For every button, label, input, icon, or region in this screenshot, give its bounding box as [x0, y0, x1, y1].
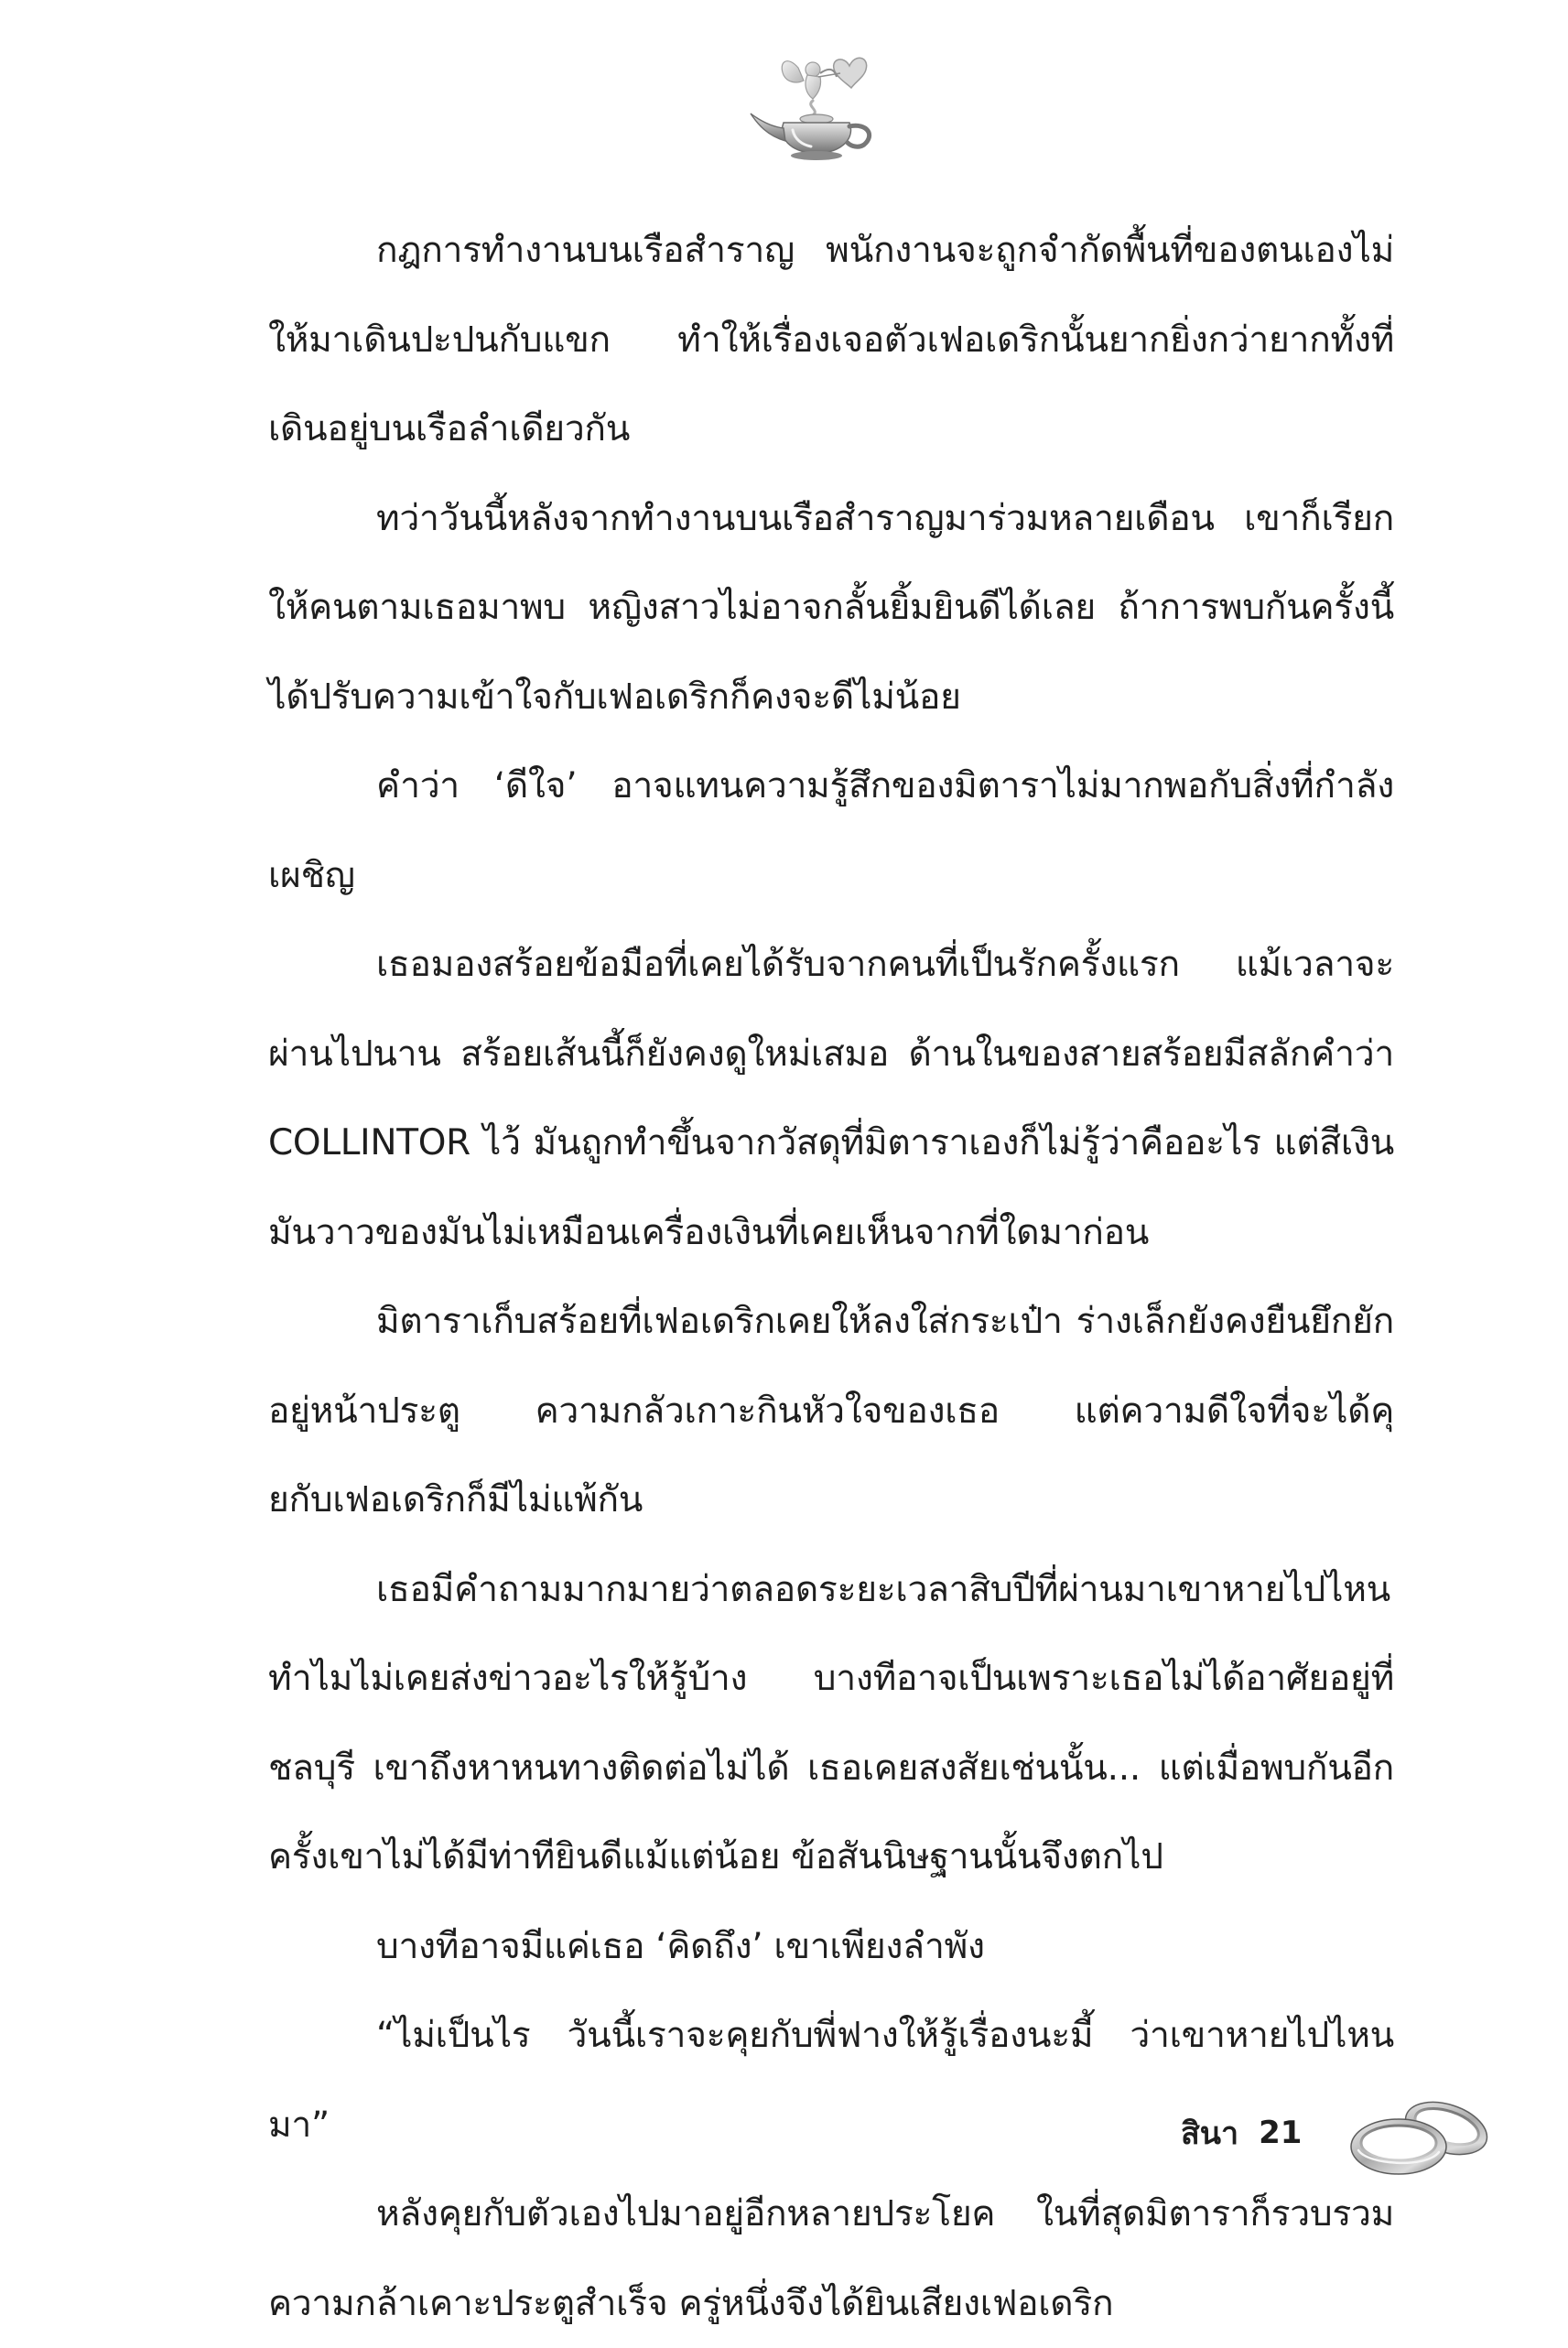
paragraph: เธอมองสร้อยข้อมือที่เคยได้รับจากคนที่เป็นรักครั้งแรก แม้เวลาจะผ่านไปนาน สร้อยเส้นนี้ก็ยังคงดูใหม่เสมอ ด้านในของสายสร้อยมีสลักคำว่า COLLINTOR ไว้ มันถูกทำขึ้นจากวัสดุที่มิตาราเองก็ไม่รู้ว่าคืออะไร แต่สีเงินมันวาวของมันไม่เหมือนเครื่องเงินที่เคยเห็นจากที่ใดมาก่อน: [268, 944, 1394, 1253]
wedding-rings-icon: [1344, 2092, 1499, 2179]
paragraph: มิตาราเก็บสร้อยที่เฟอเดริกเคยให้ลงใส่กระเป๋า ร่างเล็กยังคงยืนยึกยักอยู่หน้าประตู ความกลัวเกาะกินหัวใจของเธอ แต่ความดีใจที่จะได้คุยกับเฟอเดริกก็มีไม่แพ้กัน: [268, 1301, 1394, 1520]
paragraph: หลังคุยกับตัวเองไปมาอยู่อีกหลายประโยค ในที่สุดมิตาราก็รวบรวมความกล้าเคาะประตูสำเร็จ ครู่หนึ่งจึงได้ยินเสียงเฟอเดริก: [268, 2193, 1394, 2324]
teapot-with-cupid-ornament-icon: [741, 46, 906, 165]
paragraph: เธอมีคำถามมากมายว่าตลอดระยะเวลาสิบปีที่ผ่านมาเขาหายไปไหน ทำไมไม่เคยส่งข่าวอะไรให้รู้บ้าง บางทีอาจเป็นเพราะเธอไม่ได้อาศัยอยู่ที่ชลบุรี เขาถึงหาหนทางติดต่อไม่ได้ เธอเคยสงสัยเช่นนั้น... แต่เมื่อพบกันอีกครั้งเขาไม่ได้มีท่าทียินดีแม้แต่น้อย ข้อสันนิษฐานนั้นจึงตกไป: [268, 1568, 1394, 1877]
paragraph: บางทีอาจมีแค่เธอ ‘คิดถึง’ เขาเพียงลำพัง: [376, 1925, 985, 1967]
paragraph: “ไม่เป็นไร วันนี้เราจะคุยกับพี่ฟางให้รู้เรื่องนะมี้ ว่าเขาหายไปไหนมา”: [268, 2015, 1394, 2146]
page-footer: [1181, 2092, 1302, 2174]
body-text: [268, 206, 1394, 2348]
paragraph: กฎการทำงานบนเรือสำราญ พนักงานจะถูกจำกัดพื้นที่ของตนเองไม่ให้มาเดินปะปนกับแขก ทำให้เรื่องเจอตัวเฟอเดริกนั้นยากยิ่งกว่ายากทั้งที่เดินอยู่บนเรือลำเดียวกัน: [268, 230, 1394, 449]
page-number: 21: [1259, 2115, 1303, 2151]
author-name: สินา: [1181, 2115, 1239, 2152]
paragraph: คำว่า ‘ดีใจ’ อาจแทนความรู้สึกของมิตาราไม่มากพอกับสิ่งที่กำลังเผชิญ: [268, 765, 1394, 896]
paragraph: ทว่าวันนี้หลังจากทำงานบนเรือสำราญมาร่วมหลายเดือน เขาก็เรียกให้คนตามเธอมาพบ หญิงสาวไม่อาจกลั้นยิ้มยินดีได้เลย ถ้าการพบกันครั้งนี้ได้ปรับความเข้าใจกับเฟอเดริกก็คงจะดีไม่น้อย: [268, 497, 1394, 718]
